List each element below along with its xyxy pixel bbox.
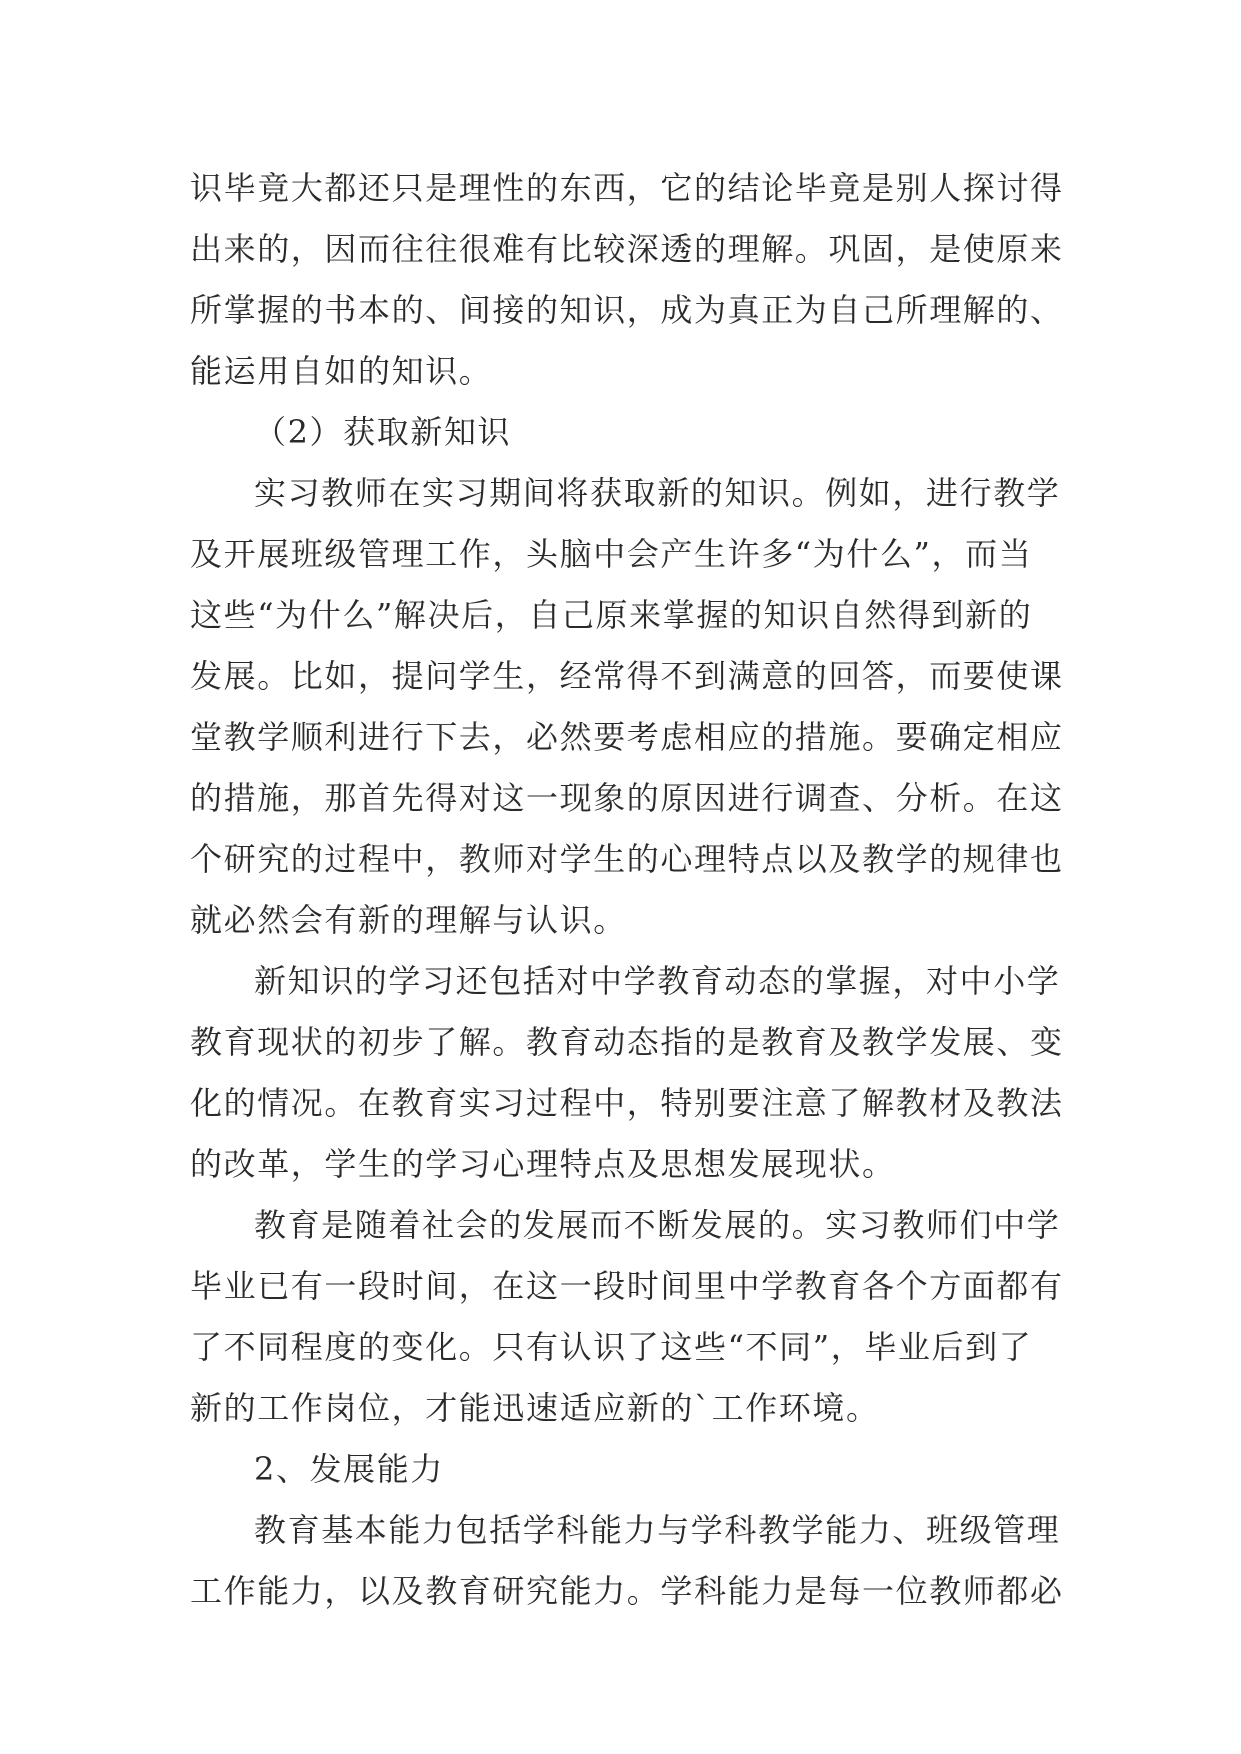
text-line: 所掌握的书本的、间接的知识，成为真正为自己所理解的、	[190, 291, 1064, 329]
text-line: 识毕竟大都还只是理性的东西，它的结论毕竟是别人探讨得	[190, 169, 1064, 207]
text-line: 新的工作岗位，才能迅速适应新的`工作环境。	[190, 1389, 880, 1427]
text-line: 毕业已有一段时间，在这一段时间里中学教育各个方面都有	[190, 1267, 1064, 1305]
text-line: 新知识的学习还包括对中学教育动态的掌握，对中小学	[254, 962, 1061, 1000]
text-line: 实习教师在实习期间将获取新的知识。例如，进行教学	[254, 474, 1061, 512]
text-line: 了不同程度的变化。只有认识了这些“不同”，毕业后到了	[190, 1328, 1033, 1366]
text-line: 堂教学顺利进行下去，必然要考虑相应的措施。要确定相应	[190, 718, 1064, 756]
text-line: 的改革，学生的学习心理特点及思想发展现状。	[190, 1145, 896, 1183]
text-line: 工作能力，以及教育研究能力。学科能力是每一位教师都必	[190, 1572, 1064, 1610]
body-text	[190, 158, 1090, 1622]
text-line: 及开展班级管理工作，头脑中会产生许多“为什么”，而当	[190, 535, 1033, 573]
text-line: 的措施，那首先得对这一现象的原因进行调查、分析。在这	[190, 779, 1064, 817]
text-line: （2）获取新知识	[254, 413, 512, 451]
text-line: 2、发展能力	[254, 1450, 444, 1488]
text-line: 教育基本能力包括学科能力与学科教学能力、班级管理	[254, 1511, 1061, 1549]
text-line: 出来的，因而往往很难有比较深透的理解。巩固，是使原来	[190, 230, 1064, 268]
text-line: 化的情况。在教育实习过程中，特别要注意了解教材及教法	[190, 1084, 1064, 1122]
text-line: 个研究的过程中，教师对学生的心理特点以及教学的规律也	[190, 840, 1064, 878]
text-line: 就必然会有新的理解与认识。	[190, 901, 627, 939]
text-line: 这些“为什么”解决后，自己原来掌握的知识自然得到新的	[190, 596, 1033, 634]
text-line: 能运用自如的知识。	[190, 352, 493, 390]
text-line: 教育是随着社会的发展而不断发展的。实习教师们中学	[254, 1206, 1061, 1244]
text-line: 发展。比如，提问学生，经常得不到满意的回答，而要使课	[190, 657, 1064, 695]
text-line: 教育现状的初步了解。教育动态指的是教育及教学发展、变	[190, 1023, 1064, 1061]
